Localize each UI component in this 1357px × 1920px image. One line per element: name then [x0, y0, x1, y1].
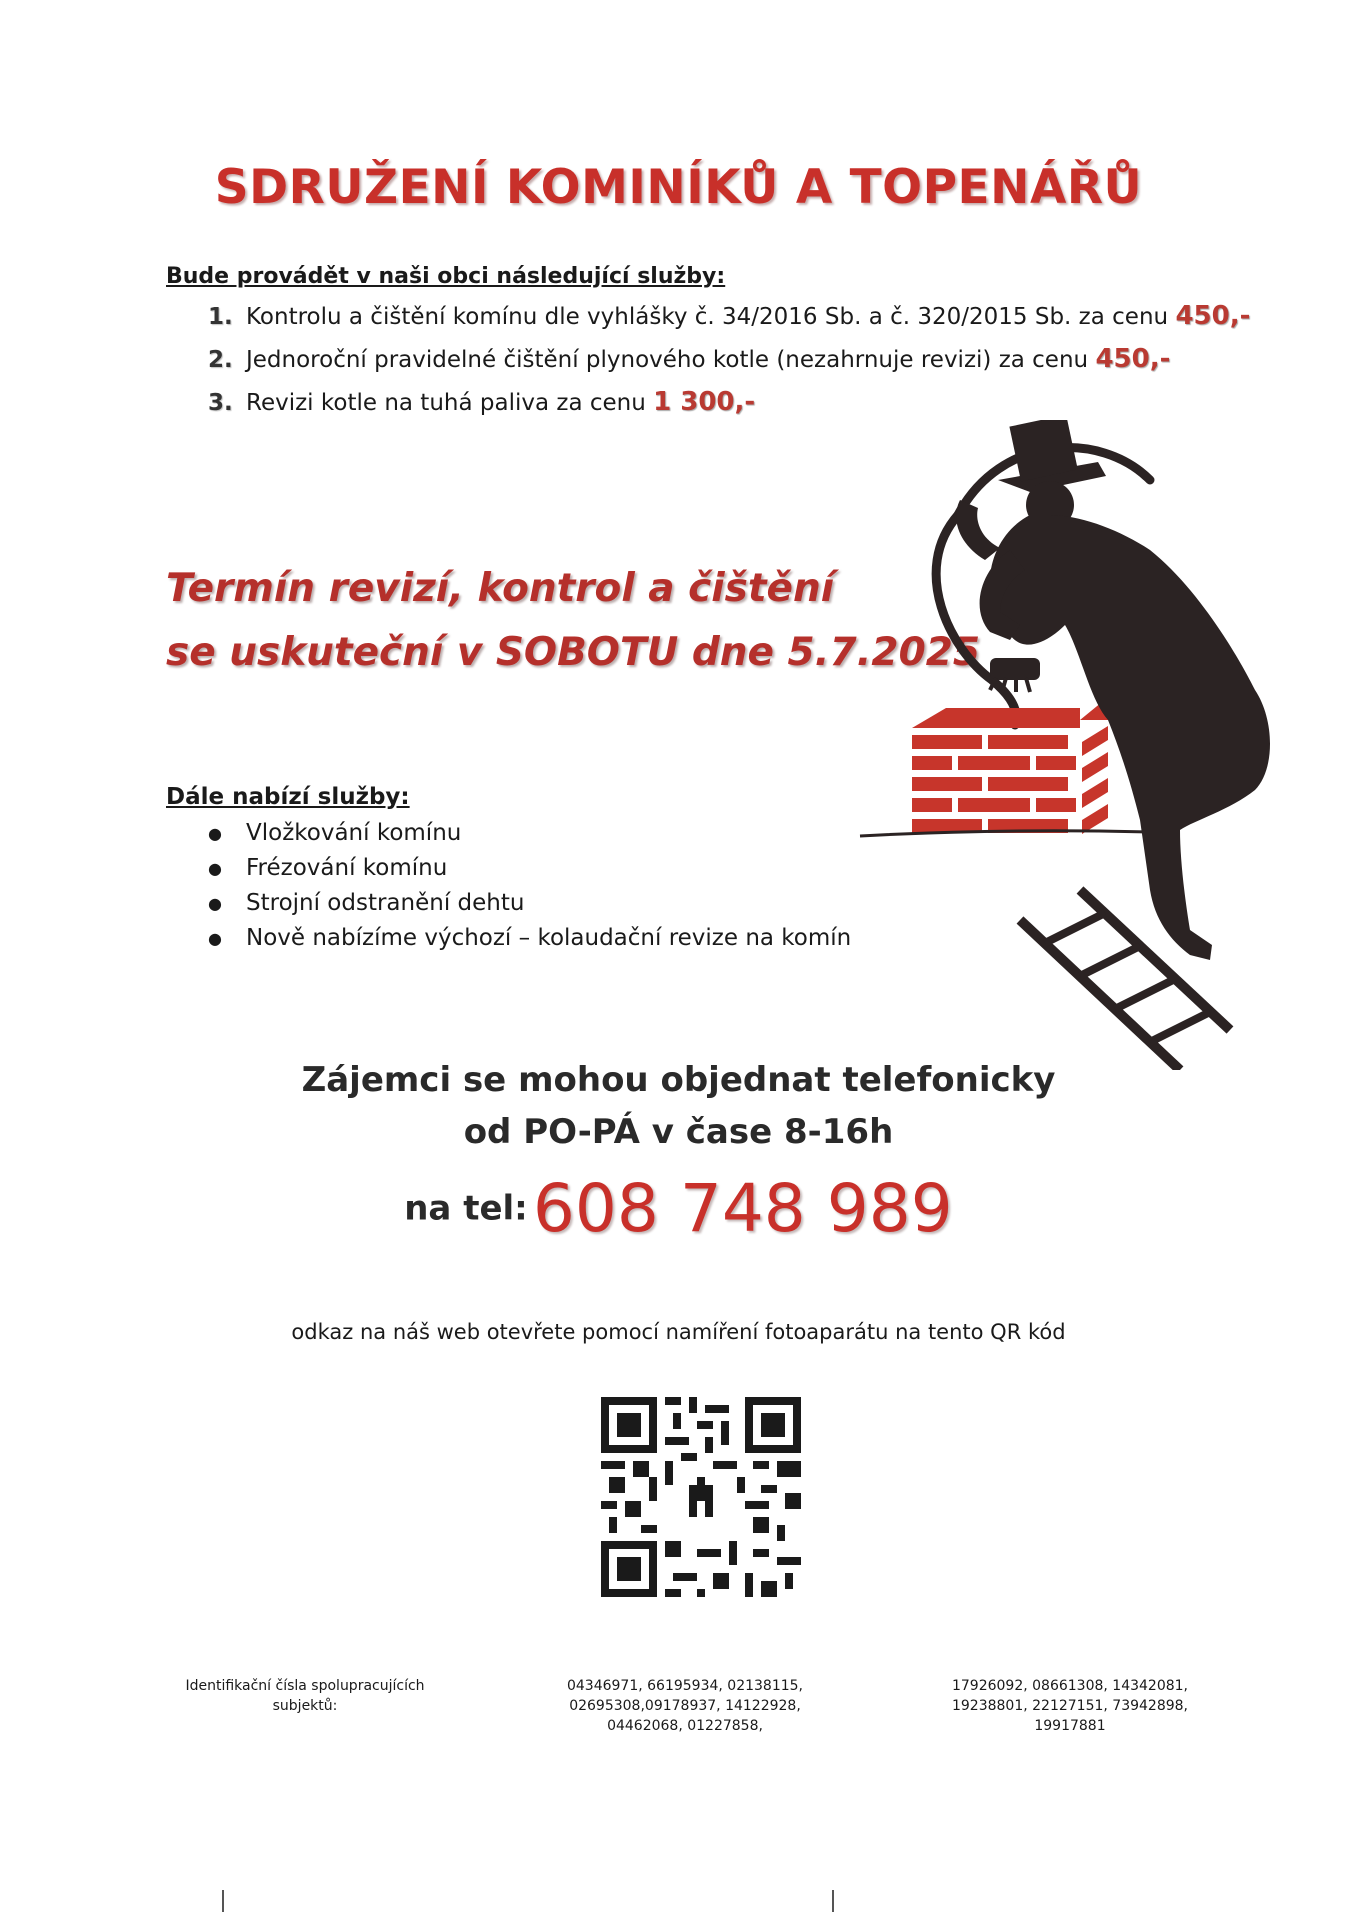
service-item — [208, 301, 1250, 331]
footer-ids-column-1 — [540, 1676, 830, 1736]
offer-item — [208, 855, 447, 881]
qr-code[interactable] — [601, 1397, 801, 1597]
footer-ids-column-2 — [925, 1676, 1215, 1736]
service-number: 2. — [208, 347, 233, 373]
offer-item — [208, 925, 851, 951]
bullet-icon: ● — [208, 929, 222, 948]
footer-ids-line: 19238801, 22127151, 73942898, — [951, 1698, 1189, 1714]
bullet-icon: ● — [208, 859, 222, 878]
service-text: Jednoroční pravidelné čištění plynového kotle (nezahrnuje revizi) za cenu — [246, 347, 1096, 373]
offer-item — [208, 820, 461, 846]
offer-item — [208, 890, 524, 916]
contact-line-2: od PO-PÁ v čase 8-16h — [463, 1112, 894, 1152]
footer-ids-line: 02695308,09178937, 14122928, — [569, 1698, 801, 1714]
footer-label — [180, 1676, 430, 1716]
term-line-2: se uskuteční v SOBOTU dne 5.7.2025 — [166, 630, 980, 675]
offers-heading: Dále nabízí služby: — [166, 784, 410, 810]
footer-ids-line: 04346971, 66195934, 02138115, — [566, 1678, 804, 1694]
service-number: 3. — [208, 390, 233, 416]
phone-number[interactable]: 608 748 989 — [532, 1170, 953, 1247]
offer-text: Nově nabízíme výchozí – kolaudační revize na komín — [246, 925, 852, 951]
service-price: 450,- — [1175, 301, 1251, 331]
offer-text: Frézování komínu — [246, 855, 448, 881]
service-text: Revizi kotle na tuhá paliva za cenu — [246, 390, 654, 416]
footer-label-line: subjektů: — [272, 1698, 338, 1714]
services-heading: Bude provádět v naši obci následující služby: — [166, 264, 726, 289]
footer-label-line: Identifikační čísla spolupracujících — [185, 1678, 425, 1694]
service-price: 1 300,- — [653, 387, 756, 417]
phone-label: na tel: — [404, 1188, 528, 1229]
service-item — [208, 344, 1170, 374]
service-text: Kontrolu a čištění komínu dle vyhlášky č. 34/2016 Sb. a č. 320/2015 Sb. za cenu — [246, 304, 1176, 330]
scan-mark — [832, 1890, 834, 1912]
service-item — [208, 387, 755, 417]
phone-row — [0, 1170, 1357, 1247]
chimney-sweep-illustration — [850, 420, 1310, 1070]
bullet-icon: ● — [208, 824, 222, 843]
service-number: 1. — [208, 304, 233, 330]
term-line-1: Termín revizí, kontrol a čištění — [166, 566, 835, 611]
footer-ids-line: 19917881 — [1034, 1718, 1106, 1734]
page-title: SDRUŽENÍ KOMINÍKŮ A TOPENÁŘŮ — [214, 160, 1143, 215]
offer-text: Strojní odstranění dehtu — [246, 890, 525, 916]
footer-ids-line: 17926092, 08661308, 14342081, — [951, 1678, 1189, 1694]
scan-mark — [222, 1890, 224, 1912]
offer-text: Vložkování komínu — [246, 820, 462, 846]
footer-ids-line: 04462068, 01227858, — [607, 1718, 763, 1734]
qr-caption: odkaz na náš web otevřete pomocí namíření fotoaparátu na tento QR kód — [291, 1320, 1066, 1344]
service-price: 450,- — [1095, 344, 1171, 374]
bullet-icon: ● — [208, 894, 222, 913]
contact-line-1: Zájemci se mohou objednat telefonicky — [301, 1060, 1056, 1100]
